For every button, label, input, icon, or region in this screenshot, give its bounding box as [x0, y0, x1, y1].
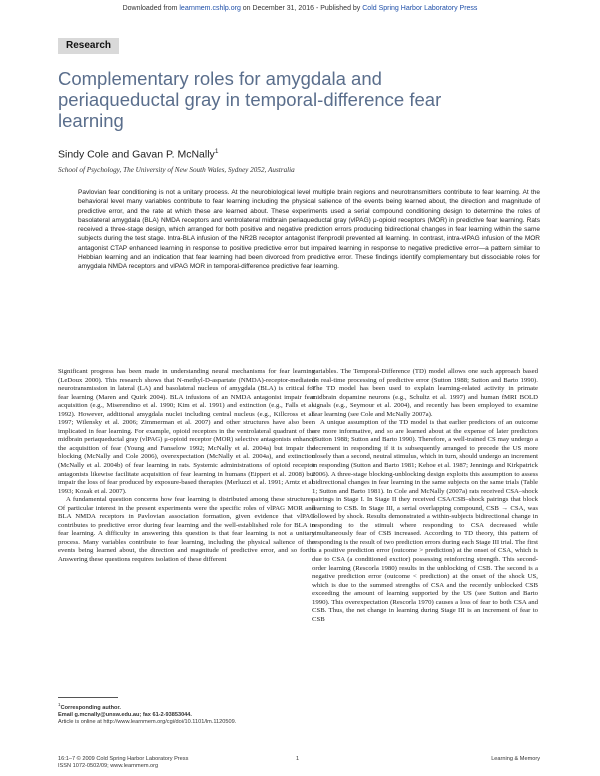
body-paragraph: A unique assumption of the TD model is that earlier predictors of an outcome are more informative, and so are learned about at the expense of later predictors (Sutton 1988; Sutton and Barto 1990). Therefore, a well-trained CS may undergo a decrement in responding if it is subsequently arranged to precede the US more closely than a second, neutral stimulus, which in turn, should undergo an increment in responding (Sutton and Barto 1981; Kehoe et al. 1987; Jennings and Kirkpatrick 2006). A three-stage blocking-unblocking design exploits this assumption to assess bidirectional changes in fear learning in the same subjects on the same trials (Table 1; Sutton and Barto 1981). In Cole and McNally (2007a) rats received CSA–shock pairings in Stage I. In Stage II they received CSA/CSB–shock pairings that block learning to CSB. In Stage III, a serial overlapping compound, CSB → CSA, was followed by shock. Results demonstrated a within-subjects bidirectional change in responding to the stimuli where responding to CSA decreased while simultaneously fear of CSB increased. According to TD theory, this pattern of responding is the result of two prediction errors during each Stage III trial. The first is a positive prediction error (outcome > prediction) at the onset of CSA, which is due to CSA (a conditioned excitor) possessing reinforcing strength. This second-order learning (Rescorla 1980) results in the unblocking of CSB. The second is a negative prediction error (outcome < prediction) at the onset of the shock US, which is due to the summed strengths of CSA and the recently unblocked CSB exceeding the amount of learning supported by the US (see Sutton and Barto 1990). This overexpectation (Rescorla 1970) causes a loss of fear to both CSA and CSB. Thus, the net change in learning during Stage III is an increment of fear to CSB	[312, 419, 538, 623]
abstract: Pavlovian fear conditioning is not a unitary process. At the neurobiological level multiple brain regions and neurotransmitters contribute to fear learning. At the behavioral level many variables contribute to fear learning including the physical salience of the events being learned about, the direction and magnitude of predictive error, and the rate at which these are learned about. These experiments used a serial compound conditioning design to determine the roles of basolateral amygdala (BLA) NMDA receptors and ventrolateral midbrain periaqueductal gray (vlPAG) μ-opioid receptors (MOR) in predictive fear learning. Rats received a three-stage design, which arranged for both positive and negative prediction errors producing bidirectional changes in fear learning within the same subjects during the test stage. Intra-BLA infusion of the NR2B receptor antagonist Ifenprodil prevented all learning. In contrast, intra-vlPAG infusion of the MOR antagonist CTAP enhanced learning in response to positive predictive error but impaired learning in response to negative predictive error—a pattern similar to Hebbian learning and an indication that fear learning had been divorced from predictive error. These findings identify complementary but dissociable roles for amygdala NMDA receptors and vlPAG MOR in temporal-difference predictive fear learning.	[78, 189, 540, 271]
download-banner	[0, 5, 600, 12]
banner-middle: on December 31, 2016 - Published by	[240, 5, 363, 12]
article-title: Complementary roles for amygdala and periaqueductal gray in temporal-difference fear learning	[58, 68, 442, 131]
body-column-right	[312, 368, 538, 624]
body-paragraph: A fundamental question concerns how fear learning is distributed among these structures. Of particular interest in the present experiments were the specific roles of vlPAG MOR and BLA NMDA receptors in Pavlovian association formation, given evidence that vlPAG contributes to predictive error during fear learning and the well-established role for BLA in fear learning. A difficulty in answering this question is that fear learning is not a unitary process. Many variables contribute to fear learning, including the physical salience of the events being learned about, the direction and magnitude of predictive error, and so forth. Answering these questions requires isolation of these different	[58, 496, 315, 564]
footnote-article-link[interactable]: Article is online at http://www.learnmem.org/cgi/doi/10.1101/lm.1120509.	[58, 719, 237, 726]
authors	[58, 148, 218, 161]
footnote-divider	[58, 697, 118, 698]
footnote: $^1$Corresponding author. Email g.mcnally@unsw.edu.au; fax 61-2-93853044. Article is online at http://www.learnmem.org/cgi/doi/10.1101/lm.1120509.	[58, 701, 298, 726]
footer-copyright: 16:1–7 © 2009 Cold Spring Harbor Laboratory Press	[58, 756, 189, 762]
page-footer	[58, 756, 540, 770]
author-names: Sindy Cole and Gavan P. McNally	[58, 148, 215, 161]
page-number: 1	[296, 756, 300, 762]
banner-site-link[interactable]: learnmem.cshlp.org	[179, 5, 241, 12]
journal-name: Learning & Memory	[491, 756, 540, 762]
footnote-email: Email g.mcnally@unsw.edu.au; fax 61-2-93853044.	[58, 712, 192, 719]
banner-prefix: Downloaded from	[122, 5, 180, 12]
body-paragraph: variables. The Temporal-Difference (TD) model allows one such approach based on real-time processing of predictive error (Sutton 1988; Sutton and Barto 1990). The TD model has been used to explain learning-related activity in primate midbrain dopamine neurons (e.g., Schultz et al. 1997) and human fMRI BOLD signals (e.g., Seymour et al. 2004), and recently has been employed to examine fear learning (see Cole and McNally 2007a).	[312, 368, 538, 418]
footer-issn: ISSN 1072-0502/09; www.learnmem.org	[58, 763, 159, 769]
body-paragraph: Significant progress has been made in understanding neural mechanisms for fear learning (LeDoux 2000). This research shows that N-methyl-D-aspartate (NMDA)-receptor-mediated neurotransmission in lateral (LA) and basolateral nucleus of amygdala (BLA) is critical for fear learning (Maren and Quirk 2004). BLA infusions of an NMDA antagonist impair fear acquisition (e.g., Miserendino et al. 1990; Kim et al. 1991) and extinction (e.g., Falls et al. 1992). However, additional amygdala nuclei including central nucleus (e.g., Killcross et al. 1997; Wilensky et al. 2006; Zimmerman et al. 2007) and other structures have also been implicated in fear learning. For example, opioid receptors in the ventrolateral quadrant of the midbrain periaqueductal gray (vlPAG) μ-opioid receptor (MOR) selective antagonists enhance the acquisition of fear (Young and Fanselow 1992; McNally et al. 2004a) but impair the blocking (McNally and Cole 2006), overexpectation (McNally et al. 2004a), and extinction (McNally et al. 2004b) of fear learning in rats. Systemic administrations of opioid receptor antagonists likewise facilitate acquisition of fear learning in humans (Eippert et al. 2008) but impair the loss of fear produced by exposure-based therapies (Merluzzi et al. 1991; Arntz et al. 1993; Kozak et al. 2007).	[58, 368, 315, 495]
banner-publisher-link[interactable]: Cold Spring Harbor Laboratory Press	[362, 5, 478, 12]
affiliation: School of Psychology, The University of New South Wales, Sydney 2052, Australia	[58, 166, 295, 174]
body-column-left	[58, 368, 315, 565]
section-label: Research	[58, 38, 119, 54]
footnote-label: Corresponding author.	[60, 704, 121, 711]
author-marker: 1	[214, 148, 219, 155]
